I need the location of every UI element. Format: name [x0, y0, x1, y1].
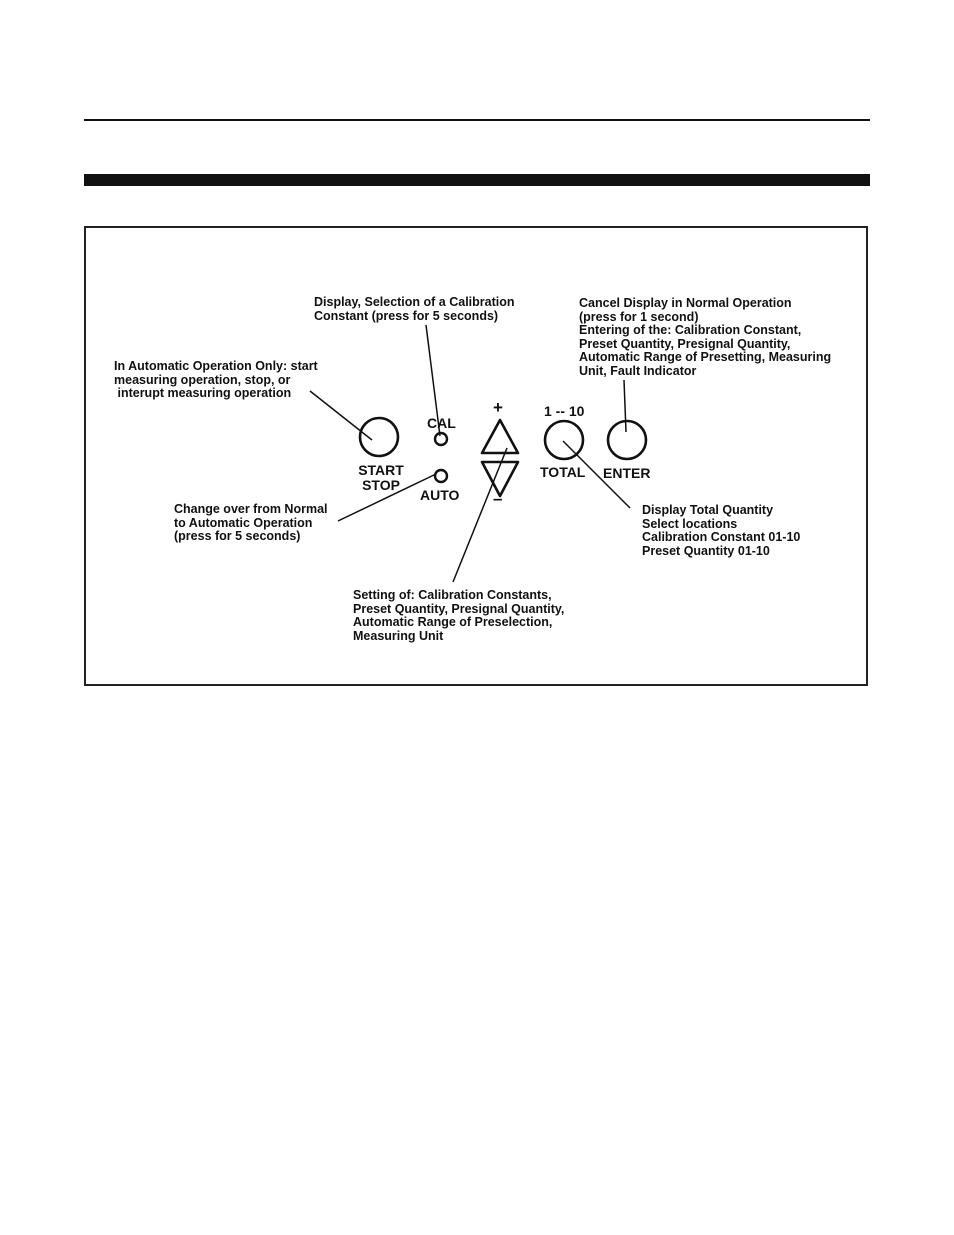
callout-setting-of: Setting of: Calibration Constants, Preset Quantity, Presignal Quantity, Automatic Range of Preselection, Measuring Unit	[353, 588, 565, 643]
cal-button[interactable]	[435, 433, 447, 445]
start-stop-button[interactable]	[360, 418, 398, 456]
auto-label: AUTO	[420, 487, 460, 503]
range-label: 1 -- 10	[544, 403, 585, 419]
callout-change-over: Change over from Normal to Automatic Operation (press for 5 seconds)	[174, 502, 328, 543]
minus-label: –	[493, 489, 503, 508]
leader-enter	[624, 380, 626, 432]
enter-label: ENTER	[603, 465, 651, 481]
total-label: TOTAL	[540, 464, 586, 480]
cal-label: CAL	[427, 415, 456, 431]
enter-button[interactable]	[608, 421, 646, 459]
leader-start-stop	[310, 391, 372, 440]
leader-arrows	[453, 448, 507, 582]
callout-automatic-operation: In Automatic Operation Only: start measuring operation, stop, or interupt measuring operation	[114, 359, 318, 400]
callout-cancel-display: Cancel Display in Normal Operation (press for 1 second) Entering of the: Calibration Constant, Preset Quantity, Presignal Quantity, Automatic Range of Presetting, Measuring Unit, Fault Indicator	[579, 296, 832, 378]
start-stop-label: START STOP	[358, 462, 404, 493]
callout-display-total: Display Total Quantity Select locations Calibration Constant 01-10 Preset Quantity 01-10	[642, 503, 801, 558]
callout-display-selection: Display, Selection of a Calibration Constant (press for 5 seconds)	[314, 295, 515, 323]
total-button[interactable]	[545, 421, 583, 459]
increment-arrow-button[interactable]	[482, 420, 518, 453]
auto-button[interactable]	[435, 470, 447, 482]
plus-label: +	[493, 398, 503, 417]
